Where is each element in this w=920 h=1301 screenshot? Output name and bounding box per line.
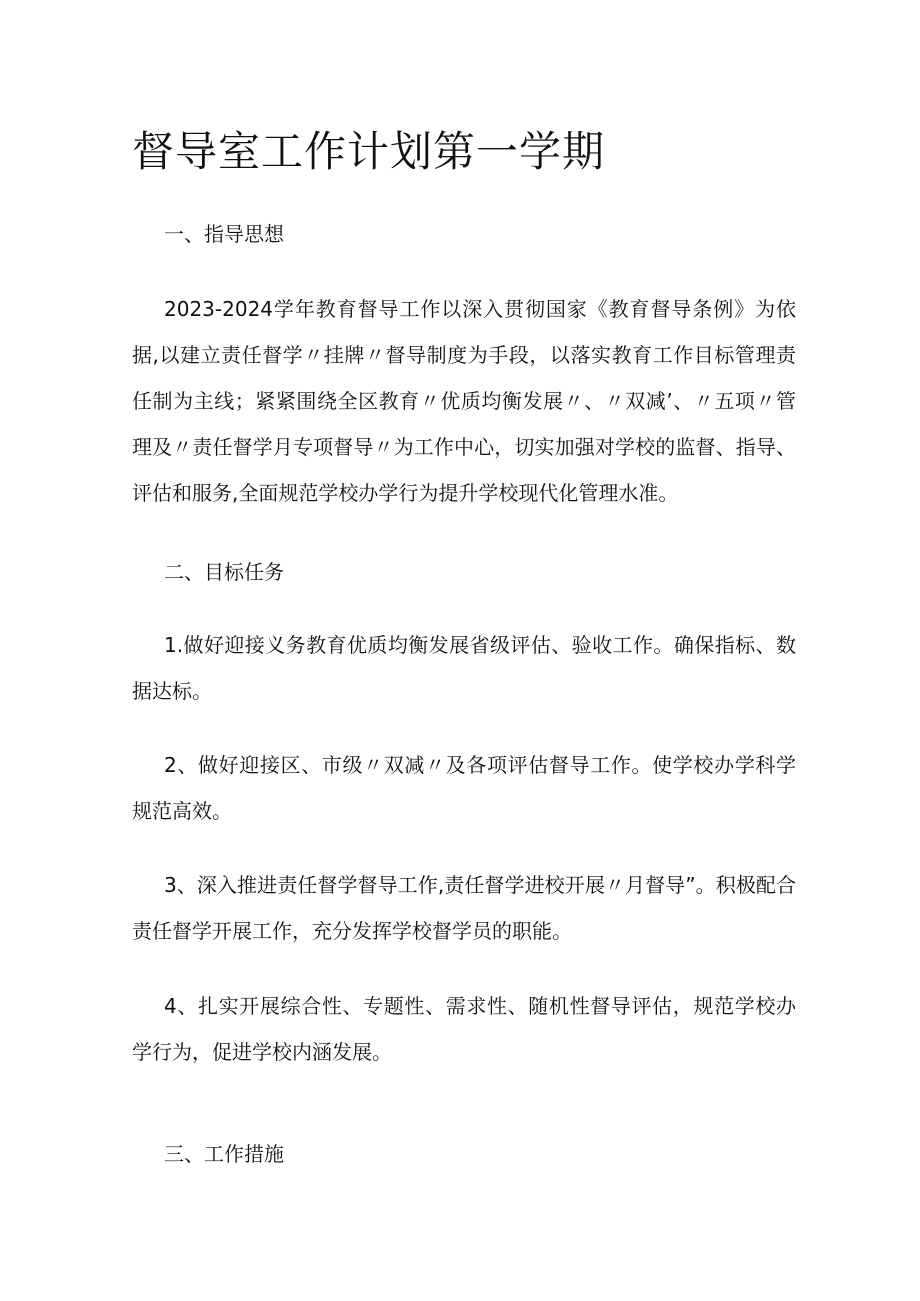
section-heading-guiding-ideology: 一、指导思想 bbox=[164, 222, 284, 246]
task-item-4: 4、扎实开展综合性、专题性、需求性、随机性督导评估，规范学校办学行为，促进学校内涵发展。 bbox=[132, 994, 796, 1064]
task-item-1: 1.做好迎接义务教育优质均衡发展省级评估、验收工作。确保指标、数据达标。 bbox=[132, 633, 796, 703]
section-heading-work-measures: 三、工作措施 bbox=[164, 1142, 284, 1166]
guiding-ideology-paragraph: 2023-2024学年教育督导工作以深入贯彻国家《教育督导条例》为依据,以建立责任督学〃挂牌〃督导制度为手段，以落实教育工作目标管理责任制为主线；紧紧围绕全区教育〃优质均衡发展〃、〃双减’、〃五项〃管理及〃责任督学月专项督导〃为工作中心，切实加强对学校的监督、指导、评估和服务,全面规范学校办学行为提升学校现代化管理水准。 bbox=[132, 297, 796, 505]
section-heading-goals-tasks: 二、目标任务 bbox=[164, 560, 284, 584]
document-title: 督导室工作计划第一学期 bbox=[132, 127, 606, 176]
task-item-2: 2、做好迎接区、市级〃双减〃及各项评估督导工作。使学校办学科学规范高效。 bbox=[132, 753, 796, 823]
task-item-3: 3、深入推进责任督学督导工作,责任督学进校开展〃月督导”。积极配合责任督学开展工作，充分发挥学校督学员的职能。 bbox=[132, 873, 796, 943]
